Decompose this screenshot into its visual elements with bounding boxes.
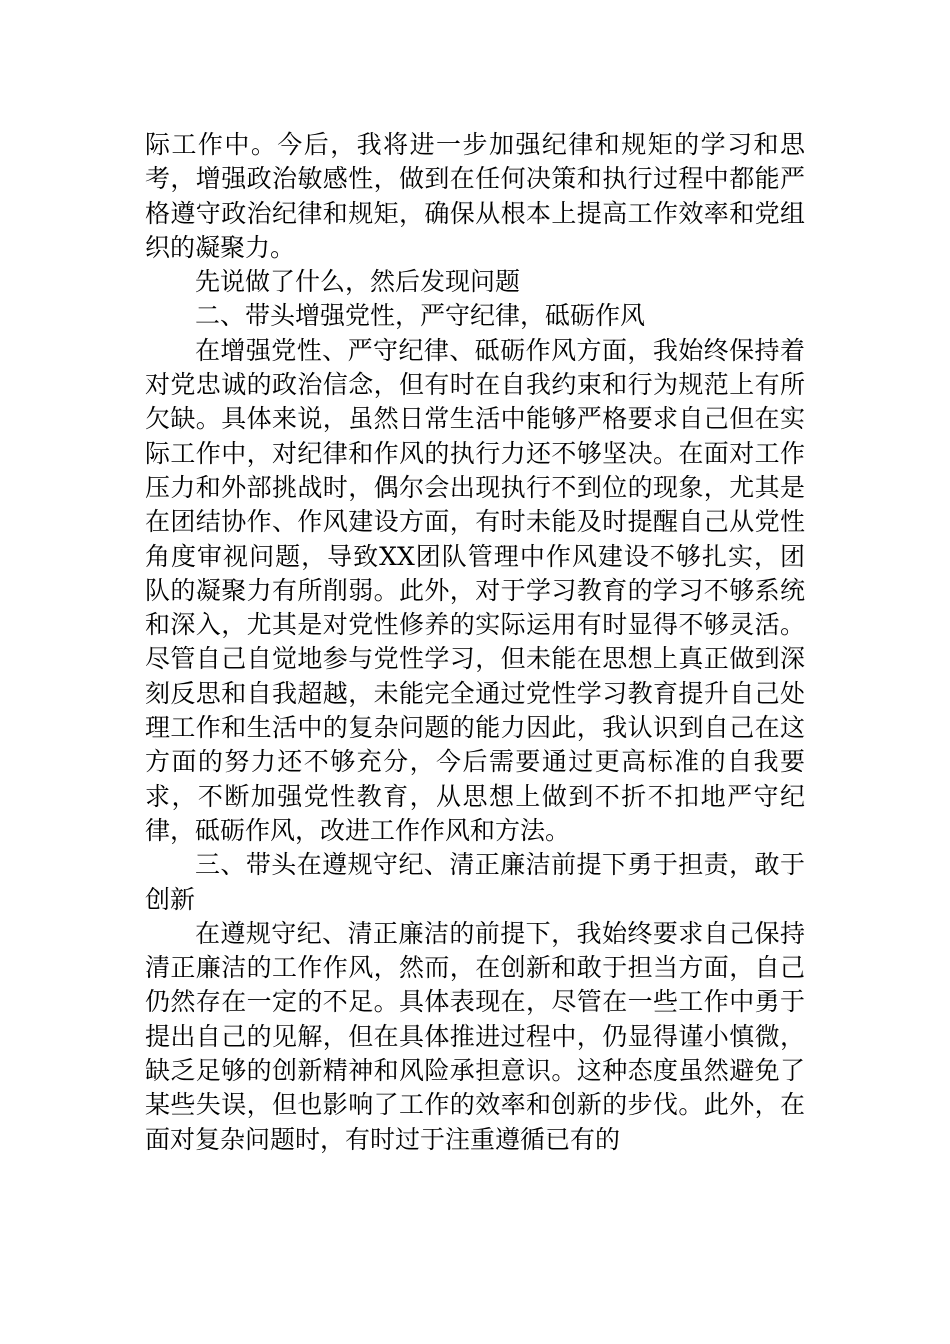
paragraph-continuation: 际工作中。今后，我将进一步加强纪律和规矩的学习和思考，增强政治敏感性，做到在任何决策和执行过程中都能严格遵守政治纪律和规矩，确保从根本上提高工作效率和党组织的凝聚力。: [145, 130, 805, 262]
paragraph-integrity-innovation: 在遵规守纪、清正廉洁的前提下，我始终要求自己保持清正廉洁的工作作风，然而，在创新和敢于担当方面，自己仍然存在一定的不足。具体表现在，尽管在一些工作中勇于提出自己的见解，但在具体推进过程中，仍显得谨小慎微，缺乏足够的创新精神和风险承担意识。这种态度虽然避免了某些失误，但也影响了工作的效率和创新的步伐。此外，在面对复杂问题时，有时过于注重遵循已有的: [145, 918, 805, 1154]
section-heading-two: 二、带头增强党性，严守纪律，砥砺作风: [195, 301, 646, 331]
document-page: [145, 128, 805, 1157]
paragraph-party-spirit: 在增强党性、严守纪律、砥砺作风方面，我始终保持着对党忠诚的政治信念，但有时在自我约束和行为规范上有所欠缺。具体来说，虽然日常生活中能够严格要求自己但在实际工作中，对纪律和作风的执行力还不够坚决。在面对工作压力和外部挑战时，偶尔会出现执行不到位的现象，尤其是在团结协作、作风建设方面，有时未能及时提醒自己从党性角度审视问题，导致XX团队管理中作风建设不够扎实，团队的凝聚力有所削弱。此外，对于学习教育的学习不够系统和深入，尤其是对党性修养的实际运用有时显得不够灵活。尽管自己自觉地参与党性学习，但未能在思想上真正做到深刻反思和自我超越，未能完全通过党性学习教育提升自己处理工作和生活中的复杂问题的能力因此，我认识到自己在这方面的努力还不够充分，今后需要通过更高标准的自我要求，不断加强党性教育，从思想上做到不折不扣地严守纪律，砥砺作风，改进工作作风和方法。: [145, 335, 805, 845]
section-heading-three: 三、带头在遵规守纪、清正廉洁前提下勇于担责，敢于创新: [145, 850, 805, 914]
paragraph-note: 先说做了什么，然后发现问题: [195, 267, 521, 297]
